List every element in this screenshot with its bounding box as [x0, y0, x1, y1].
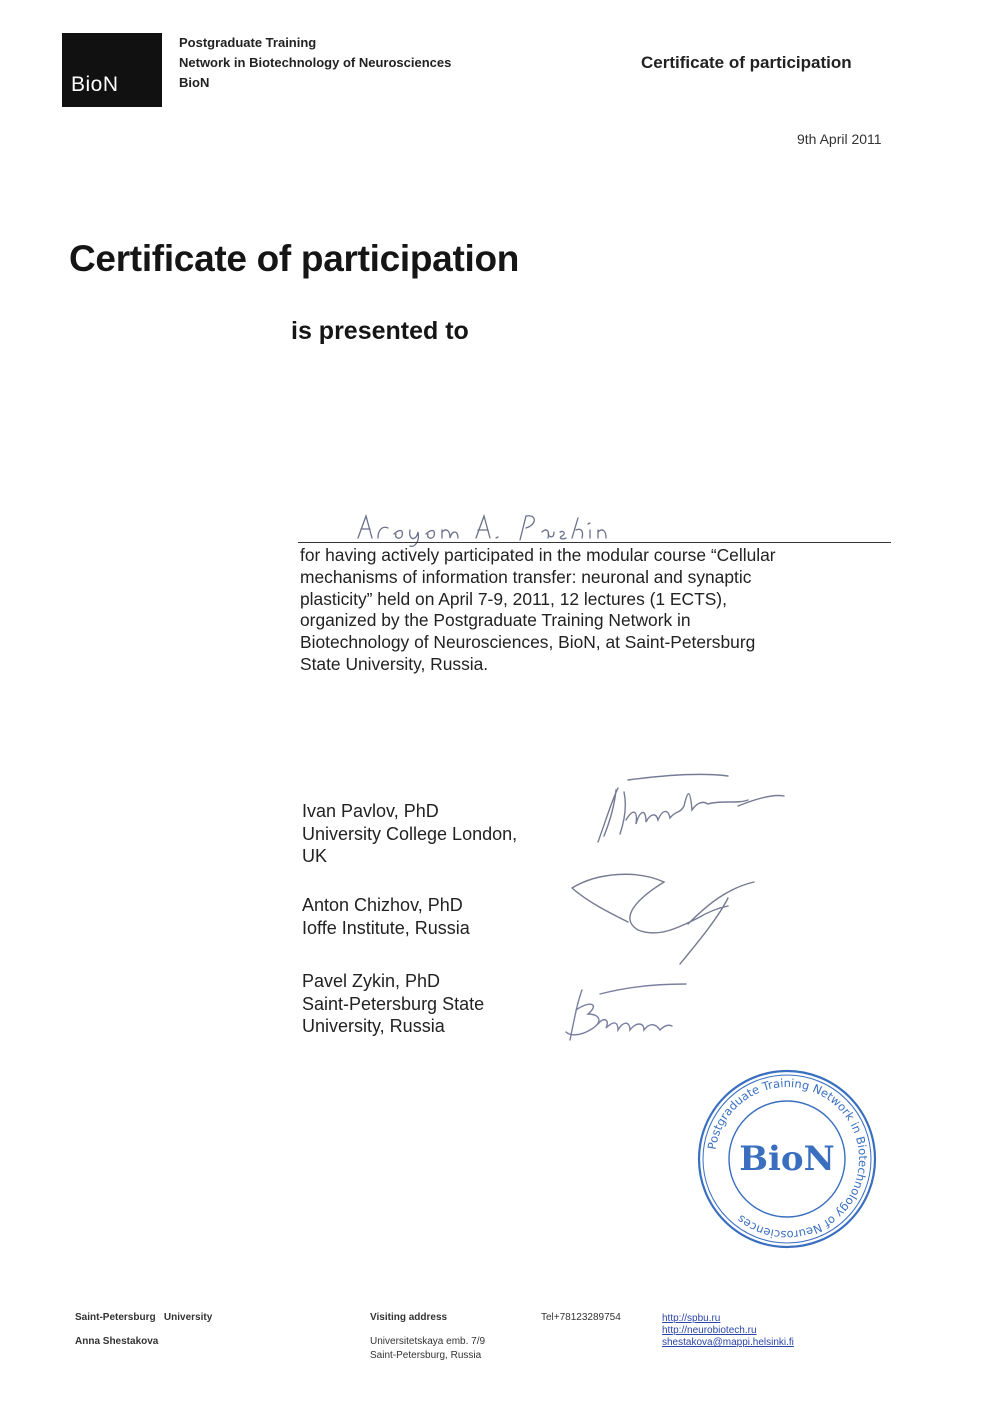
- signatory-name: Anton Chizhov, PhD: [302, 895, 463, 915]
- footer-phone: Tel+78123289754: [541, 1312, 621, 1323]
- certificate-description: [300, 545, 880, 676]
- signatory-chizhov: [302, 894, 470, 939]
- footer-address: [370, 1311, 485, 1363]
- signature-chizhov: [568, 868, 768, 968]
- signature-zykin: [560, 980, 690, 1050]
- description-line: plasticity” held on April 7-9, 2011, 12 lectures (1 ECTS),: [300, 588, 727, 609]
- signatory-affiliation: Ioffe Institute, Russia: [302, 917, 470, 938]
- description-line: mechanisms of information transfer: neuronal and synaptic: [300, 566, 752, 587]
- bion-stamp: [694, 1066, 880, 1252]
- footer-sender: [75, 1311, 212, 1349]
- org-line-2: Network in Biotechnology of Neurosciences: [179, 55, 452, 70]
- organization-name: [179, 33, 451, 93]
- signatory-name: Pavel Zykin, PhD: [302, 971, 441, 991]
- recipient-name-line: [298, 542, 891, 543]
- org-line-3: BioN: [179, 75, 210, 90]
- description-line: for having actively participated in the modular course “Cellular: [300, 545, 776, 565]
- footer-link-email[interactable]: shestakova@mappi.helsinki.fi: [662, 1337, 794, 1348]
- footer-link-spbu[interactable]: http://spbu.ru: [662, 1313, 721, 1324]
- signature-pavlov: [588, 770, 788, 850]
- footer-contact-person: Anna Shestakova: [75, 1336, 159, 1347]
- signatory-zykin: [302, 970, 484, 1038]
- certificate-title: Certificate of participation: [69, 238, 520, 279]
- footer-visiting-label: Visiting address: [370, 1312, 448, 1323]
- description-line: State University, Russia.: [300, 653, 489, 674]
- signatory-affiliation: University, Russia: [302, 1016, 445, 1036]
- header-doc-type: Certificate of participation: [641, 53, 852, 72]
- stamp-center-text: BioN: [739, 1139, 835, 1179]
- description-line: organized by the Postgraduate Training Network in: [300, 610, 691, 631]
- issue-date: 9th April 2011: [797, 131, 882, 147]
- signatory-name: Ivan Pavlov, PhD: [302, 801, 439, 821]
- footer-links: [662, 1313, 794, 1349]
- presented-to: is presented to: [291, 317, 469, 345]
- stamp-ring-text: Postgraduate Training Network in Biotechnology of Neurosciences: [704, 1075, 871, 1243]
- signatory-affiliation: University College London,: [302, 823, 518, 844]
- footer-link-neurobiotech[interactable]: http://neurobiotech.ru: [662, 1325, 757, 1336]
- footer-university: Saint-Petersburg University: [75, 1312, 213, 1323]
- logo-text: BioN: [71, 73, 119, 96]
- signatory-pavlov: [302, 800, 517, 868]
- footer-street: Universitetskaya emb. 7/9: [370, 1336, 486, 1347]
- signatory-affiliation: UK: [302, 846, 328, 866]
- bion-logo: [62, 33, 162, 107]
- signatory-affiliation: Saint-Petersburg State: [302, 993, 485, 1014]
- footer-city: Saint-Petersburg, Russia: [370, 1350, 482, 1361]
- org-line-1: Postgraduate Training: [179, 35, 317, 50]
- description-line: Biotechnology of Neurosciences, BioN, at Saint-Petersburg: [300, 632, 756, 653]
